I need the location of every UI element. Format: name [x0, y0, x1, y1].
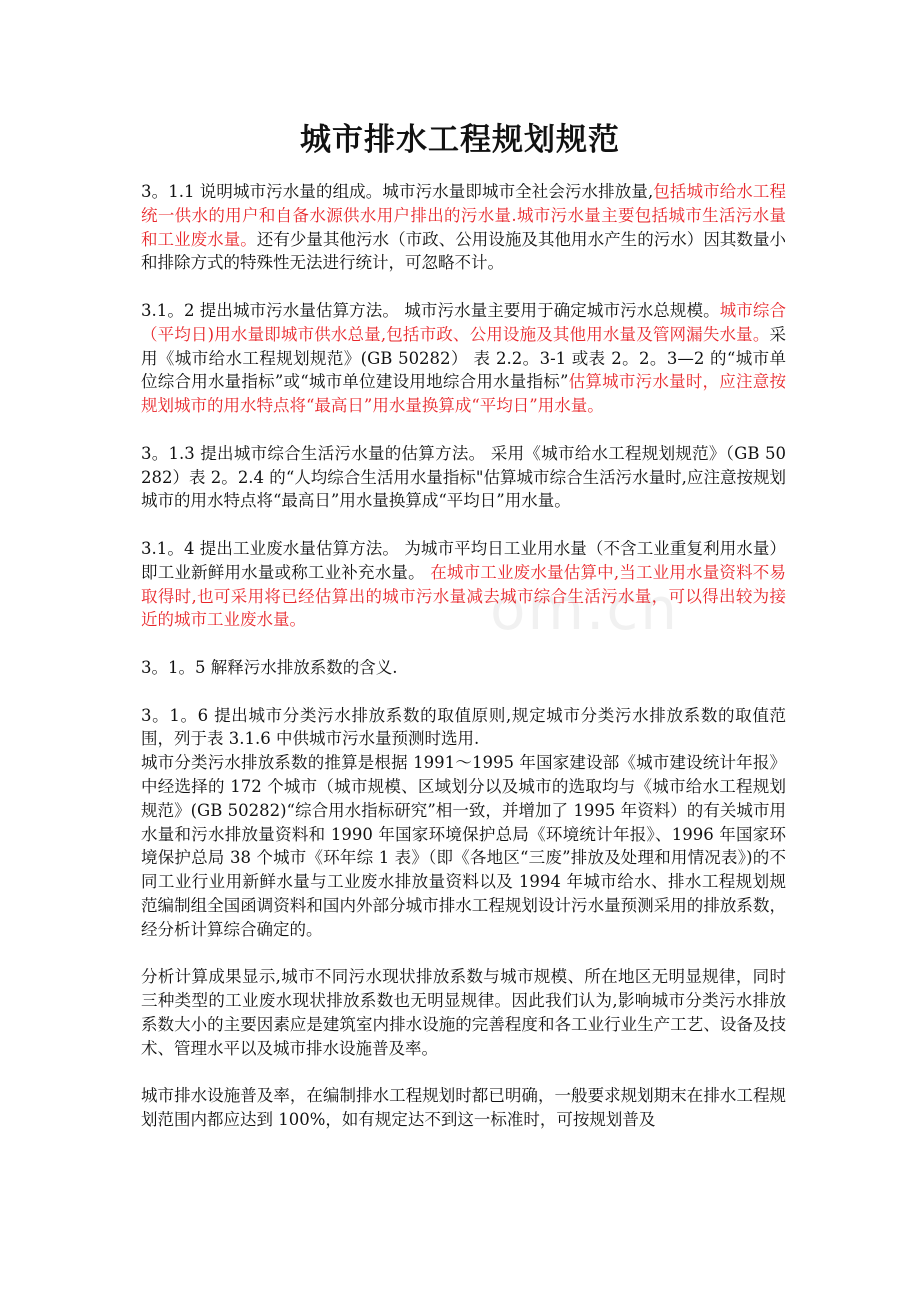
paragraph-analysis-results: 分析计算成果显示,城市不同污水现状排放系数与城市规模、所在地区无明显规律，同时三种类型的工业废水现状排放系数也无明显规律。因此我们认为,影响城市分类污水排放系数大小的主要因素应是建筑室内排水设施的完善程度和各工业行业生产工艺、设备及技术、管理水平以及城市排水设施普及率。 [141, 967, 786, 1058]
paragraph-3-1-4 [141, 537, 786, 632]
highlighted-text: 城市综合（平均日)用水量即城市供水总量,包括市政、公用设施及其他用水量及管网漏失水量。 [141, 300, 787, 344]
paragraph-3-1-5: 3。1。5 解释污水排放系数的含义. [141, 657, 398, 677]
paragraph-text: 3.1。2 提出城市污水量估算方法。 城市污水量主要用于确定城市污水总规模。 [141, 300, 720, 320]
paragraph-text: 3。1.1 说明城市污水量的组成。城市污水量即城市全社会污水排放量, [141, 182, 654, 201]
paragraph-coverage-rate: 城市排水设施普及率，在编制排水工程规划时都已明确，一般要求规划期末在排水工程规划范围内都应达到 100%，如有规定达不到这一标准时，可按规划普及 [141, 1086, 786, 1130]
page-title: 城市排水工程规划规范 [300, 122, 620, 158]
paragraph-text: 采用《城市给水工程规划规范》(GB 50282） 表 2.2。3-1 或表 2。2。3—2 的“城市单位综合用水量指标”或“城市单位建设用地综合用水量指标” [141, 324, 786, 392]
highlighted-text: 在城市工业废水量估算中,当工业用水量资料不易取得时,也可采用将已经估算出的城市污水量减去城市综合生活污水量，可以得出较为接近的城市工业废水量。 [141, 562, 787, 630]
paragraph-3-1-3: 3。1.3 提出城市综合生活污水量的估算方法。 采用《城市给水工程规划规范》（GB 50282）表 2。2.4 的“人均综合生活用水量指标"估算城市综合生活污水量时,应注意按规划城市的用水特点将“最高日”用水量换算成“平均日”用水量。 [141, 443, 786, 511]
paragraph-text: 3.1。4 提出工业废水量估算方法。 为城市平均日工业用水量（不含工业重复利用水量）即工业新鲜用水量或称工业补充水量。 [141, 538, 786, 582]
highlighted-text: 包括城市给水工程统一供水的用户和自备水源供水用户排出的污水量.城市污水量主要包括城市生活污水量和工业废水量。 [141, 182, 786, 249]
paragraph-text: 还有少量其他污水（市政、公用设施及其他用水产生的污水）因其数量小和排除方式的特殊性无法进行统计，可忽略不计。 [141, 229, 787, 273]
paragraph-3-1-6: 3。1。6 提出城市分类污水排放系数的取值原则,规定城市分类污水排放系数的取值范围，列于表 3.1.6 中供城市污水量预测时选用. [141, 705, 786, 749]
paragraph-3-1-1 [141, 180, 786, 275]
paragraph-coefficient-derivation: 城市分类污水排放系数的推算是根据 1991～1995 年国家建设部《城市建设统计年报》中经选择的 172 个城市（城市规模、区域划分以及城市的选取均与《城市给水工程规划规范》(GB 50282)“综合用水指标研究”相一致，并增加了 1995 年资料）的有关城市用水量和污水排放量资料和 1990 年国家环境保护总局《环境统计年报》、1996 年国家环境保护总局 38 个城市《环年综 1 表》（即《各地区“三废”排放及处理和用情况表》)的不同工业行业用新鲜水量与工业废水排放量资料以及 1994 年城市给水、排水工程规划规范编制组全国函调资料和国内外部分城市排水工程规划设计污水量预测采用的排放系数，经分析计算综合确定的。 [141, 753, 786, 939]
document-body [141, 180, 786, 1156]
highlighted-text: 估算城市污水量时，应注意按规划城市的用水特点将“最高日”用水量换算成“平均日”用水量。 [141, 372, 787, 416]
watermark: om.cn [490, 575, 680, 643]
paragraph-3-1-2 [141, 299, 786, 418]
